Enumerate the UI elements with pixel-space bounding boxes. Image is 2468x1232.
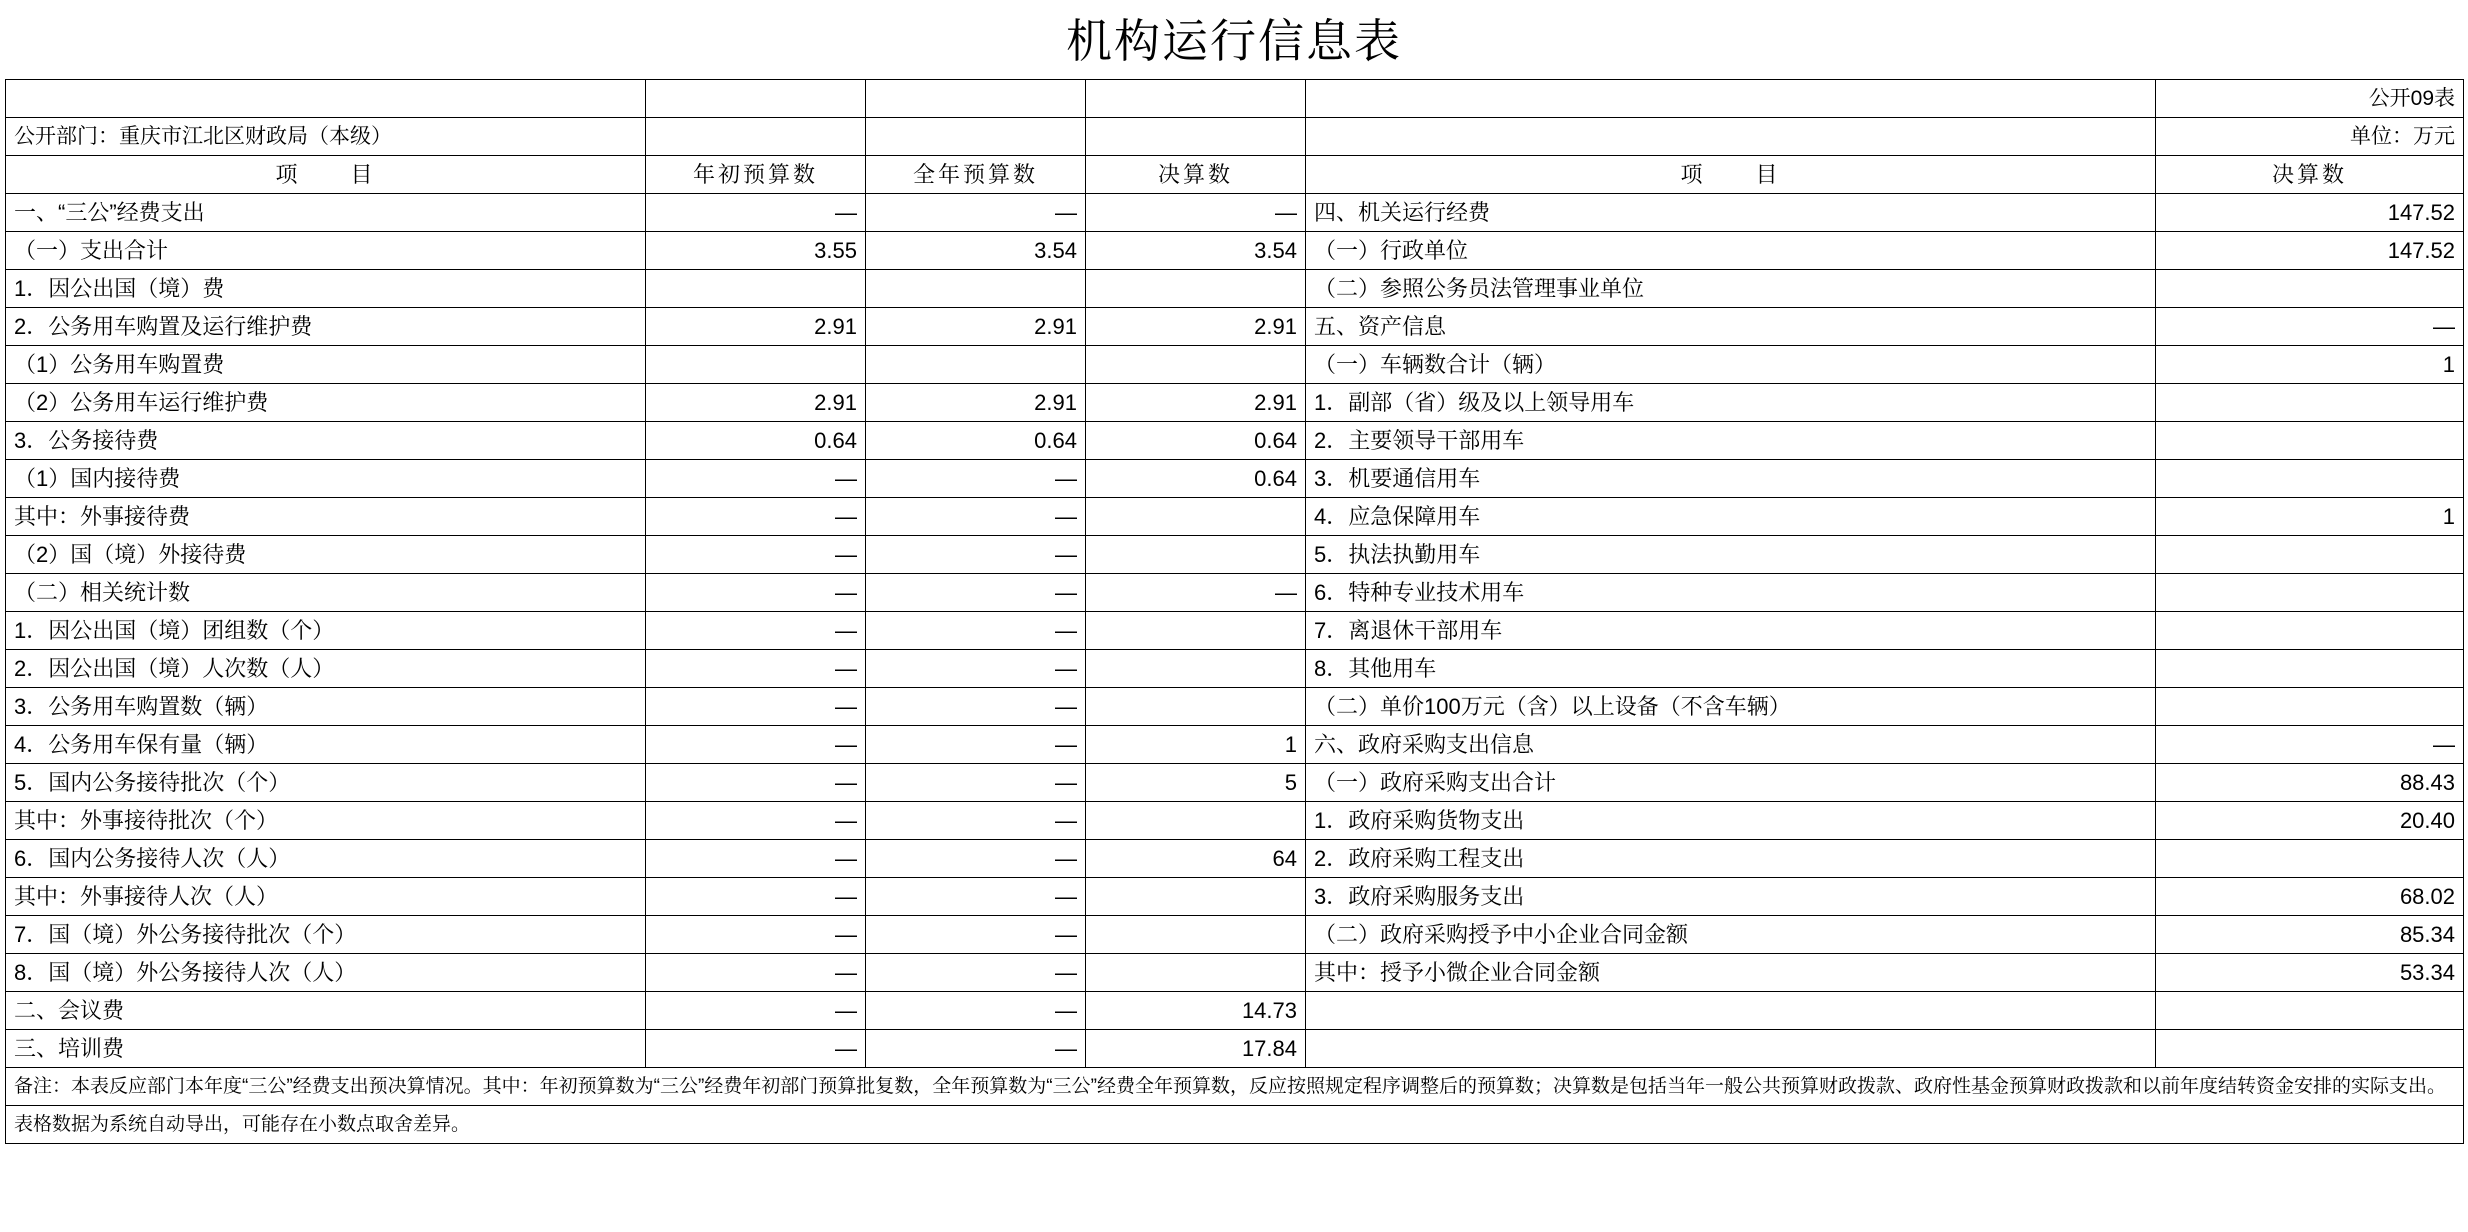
table-row [6,498,2464,536]
page-title: 机构运行信息表 [1066,16,1402,67]
cell-initial-budget: — [646,726,866,764]
cell-annual-budget: — [866,916,1086,954]
row-label-left: （一）支出合计 [6,232,646,270]
table-row [6,232,2464,270]
meta-spacer-2 [646,80,866,118]
cell-initial-budget: — [646,650,866,688]
table-row [6,916,2464,954]
cell-right-final: 147.52 [2156,232,2464,270]
row-label-right: 4．应急保障用车 [1306,498,2156,536]
row-label-left: 5．国内公务接待批次（个） [6,764,646,802]
row-label-right: 六、政府采购支出信息 [1306,726,2156,764]
cell-final-account [1086,916,1306,954]
table-row [6,194,2464,232]
table-row [6,308,2464,346]
cell-right-final: 68.02 [2156,878,2464,916]
cell-right-final: 1 [2156,498,2464,536]
form-code: 公开09表 [2156,80,2464,118]
cell-right-final [2156,270,2464,308]
row-label-left: 2．公务用车购置及运行维护费 [6,308,646,346]
unit-label: 单位：万元 [2156,118,2464,156]
row-label-left: 三、培训费 [6,1030,646,1068]
meta-spacer-5 [1306,80,2156,118]
row-label-left: （1）国内接待费 [6,460,646,498]
cell-final-account [1086,878,1306,916]
cell-initial-budget [646,270,866,308]
meta-spacer-3 [866,80,1086,118]
row-label-right-empty [1306,1030,2156,1068]
cell-final-account [1086,536,1306,574]
cell-annual-budget: — [866,802,1086,840]
cell-annual-budget: — [866,612,1086,650]
cell-right-final [2156,384,2464,422]
cell-initial-budget: — [646,992,866,1030]
cell-final-account: 5 [1086,764,1306,802]
table-row [6,992,2464,1030]
cell-initial-budget [646,346,866,384]
cell-annual-budget: 2.91 [866,384,1086,422]
row-label-right: （一）政府采购支出合计 [1306,764,2156,802]
note-row-2 [6,1106,2464,1144]
header-left-item: 项 目 [6,156,646,194]
cell-right-final [2156,688,2464,726]
cell-right-final [2156,574,2464,612]
cell-annual-budget [866,346,1086,384]
row-label-right: （一）行政单位 [1306,232,2156,270]
cell-final-account: 0.64 [1086,422,1306,460]
cell-right-final [2156,460,2464,498]
table-header-row [6,156,2464,194]
cell-annual-budget: — [866,498,1086,536]
cell-right-final: 1 [2156,346,2464,384]
table-row [6,878,2464,916]
cell-initial-budget: — [646,194,866,232]
cell-annual-budget: — [866,992,1086,1030]
table-row [6,726,2464,764]
cell-final-account [1086,612,1306,650]
row-label-right: 7．离退休干部用车 [1306,612,2156,650]
cell-final-account: 1 [1086,726,1306,764]
table-row [6,688,2464,726]
cell-initial-budget: — [646,916,866,954]
header-initial-budget: 年初预算数 [646,156,866,194]
table-row [6,574,2464,612]
row-label-left: 二、会议费 [6,992,646,1030]
cell-annual-budget: — [866,840,1086,878]
cell-initial-budget: — [646,460,866,498]
cell-initial-budget: 2.91 [646,384,866,422]
meta-blank-4 [1306,118,2156,156]
cell-final-account: — [1086,574,1306,612]
table-row [6,764,2464,802]
row-label-left: 其中：外事接待批次（个） [6,802,646,840]
cell-final-account: 2.91 [1086,384,1306,422]
cell-initial-budget: — [646,954,866,992]
cell-annual-budget: — [866,460,1086,498]
cell-annual-budget: — [866,536,1086,574]
row-label-left: 2．因公出国（境）人次数（人） [6,650,646,688]
cell-initial-budget: 0.64 [646,422,866,460]
cell-right-final: 53.34 [2156,954,2464,992]
meta-blank-3 [1086,118,1306,156]
cell-annual-budget: 3.54 [866,232,1086,270]
note-text-2: 表格数据为系统自动导出，可能存在小数点取舍差异。 [6,1106,2464,1144]
cell-right-final [2156,840,2464,878]
row-label-left: （1）公务用车购置费 [6,346,646,384]
row-label-left: 其中：外事接待费 [6,498,646,536]
note-row-1 [6,1068,2464,1106]
row-label-right: 3．政府采购服务支出 [1306,878,2156,916]
cell-right-final [2156,612,2464,650]
row-label-left: 其中：外事接待人次（人） [6,878,646,916]
table-row [6,954,2464,992]
row-label-right: （二）政府采购授予中小企业合同金额 [1306,916,2156,954]
row-label-left: 一、“三公”经费支出 [6,194,646,232]
row-label-left: 1．因公出国（境）团组数（个） [6,612,646,650]
row-label-left: 8．国（境）外公务接待人次（人） [6,954,646,992]
department-label: 公开部门：重庆市江北区财政局（本级） [6,118,646,156]
cell-right-final [2156,422,2464,460]
row-label-left: 3．公务接待费 [6,422,646,460]
row-label-right: 3．机要通信用车 [1306,460,2156,498]
table-row [6,650,2464,688]
table-row [6,270,2464,308]
meta-blank-1 [646,118,866,156]
cell-initial-budget: — [646,764,866,802]
cell-final-account: 64 [1086,840,1306,878]
table-row [6,1030,2464,1068]
cell-annual-budget: 2.91 [866,308,1086,346]
row-label-left: （二）相关统计数 [6,574,646,612]
row-label-right: （二）单价100万元（含）以上设备（不含车辆） [1306,688,2156,726]
cell-annual-budget: — [866,194,1086,232]
cell-initial-budget: — [646,498,866,536]
row-label-left: 1．因公出国（境）费 [6,270,646,308]
row-label-left: （2）国（境）外接待费 [6,536,646,574]
cell-initial-budget: — [646,878,866,916]
cell-initial-budget: 3.55 [646,232,866,270]
table-row [6,460,2464,498]
row-label-left: 4．公务用车保有量（辆） [6,726,646,764]
cell-right-final: 85.34 [2156,916,2464,954]
cell-final-account: 0.64 [1086,460,1306,498]
meta-spacer-4 [1086,80,1306,118]
cell-right-final: 147.52 [2156,194,2464,232]
table-row [6,384,2464,422]
row-label-left: （2）公务用车运行维护费 [6,384,646,422]
cell-initial-budget: — [646,574,866,612]
cell-annual-budget [866,270,1086,308]
cell-right-final: 88.43 [2156,764,2464,802]
cell-annual-budget: — [866,954,1086,992]
header-right-item: 项 目 [1306,156,2156,194]
cell-final-account: 3.54 [1086,232,1306,270]
meta-spacer-1 [6,80,646,118]
row-label-right: 2．政府采购工程支出 [1306,840,2156,878]
cell-right-final-empty [2156,1030,2464,1068]
row-label-right: 其中：授予小微企业合同金额 [1306,954,2156,992]
cell-final-account [1086,954,1306,992]
cell-right-final: — [2156,726,2464,764]
cell-right-final: 20.40 [2156,802,2464,840]
cell-annual-budget: — [866,650,1086,688]
cell-right-final-empty [2156,992,2464,1030]
cell-final-account [1086,688,1306,726]
cell-annual-budget: — [866,688,1086,726]
cell-initial-budget: — [646,688,866,726]
row-label-right: （一）车辆数合计（辆） [1306,346,2156,384]
table-row [6,422,2464,460]
meta-row-dept [6,118,2464,156]
cell-annual-budget: 0.64 [866,422,1086,460]
cell-initial-budget: 2.91 [646,308,866,346]
cell-final-account [1086,802,1306,840]
row-label-right: 8．其他用车 [1306,650,2156,688]
cell-initial-budget: — [646,840,866,878]
table-row [6,346,2464,384]
cell-annual-budget: — [866,878,1086,916]
row-label-right-empty [1306,992,2156,1030]
cell-right-final [2156,536,2464,574]
row-label-right: 1．副部（省）级及以上领导用车 [1306,384,2156,422]
cell-final-account: — [1086,194,1306,232]
row-label-right: 1．政府采购货物支出 [1306,802,2156,840]
cell-annual-budget: — [866,574,1086,612]
cell-final-account [1086,498,1306,536]
table-row [6,840,2464,878]
table-row [6,536,2464,574]
table-row [6,612,2464,650]
row-label-left: 6．国内公务接待人次（人） [6,840,646,878]
table-row [6,802,2464,840]
meta-blank-2 [866,118,1086,156]
cell-right-final [2156,650,2464,688]
row-label-right: 五、资产信息 [1306,308,2156,346]
cell-final-account: 2.91 [1086,308,1306,346]
row-label-right: （二）参照公务员法管理事业单位 [1306,270,2156,308]
cell-final-account: 14.73 [1086,992,1306,1030]
meta-row-code [6,80,2464,118]
budget-table [5,79,2464,1144]
row-label-right: 2．主要领导干部用车 [1306,422,2156,460]
row-label-right: 5．执法执勤用车 [1306,536,2156,574]
header-right-final: 决算数 [2156,156,2464,194]
header-annual-budget: 全年预算数 [866,156,1086,194]
cell-right-final: — [2156,308,2464,346]
cell-initial-budget: — [646,802,866,840]
cell-initial-budget: — [646,612,866,650]
cell-final-account [1086,650,1306,688]
cell-final-account [1086,270,1306,308]
cell-annual-budget: — [866,726,1086,764]
cell-annual-budget: — [866,1030,1086,1068]
cell-final-account [1086,346,1306,384]
cell-initial-budget: — [646,1030,866,1068]
table-body [6,194,2464,1068]
cell-initial-budget: — [646,536,866,574]
note-text-1: 备注：本表反应部门本年度“三公”经费支出预决算情况。其中：年初预算数为“三公”经费年初部门预算批复数，全年预算数为“三公”经费全年预算数，反应按照规定程序调整后的预算数；决算数是包括当年一般公共预算财政拨款、政府性基金预算财政拨款和以前年度结转资金安排的实际支出。 [6,1068,2464,1106]
cell-final-account: 17.84 [1086,1030,1306,1068]
row-label-left: 7．国（境）外公务接待批次（个） [6,916,646,954]
cell-annual-budget: — [866,764,1086,802]
row-label-left: 3．公务用车购置数（辆） [6,688,646,726]
row-label-right: 四、机关运行经费 [1306,194,2156,232]
header-final-account: 决算数 [1086,156,1306,194]
row-label-right: 6．特种专业技术用车 [1306,574,2156,612]
